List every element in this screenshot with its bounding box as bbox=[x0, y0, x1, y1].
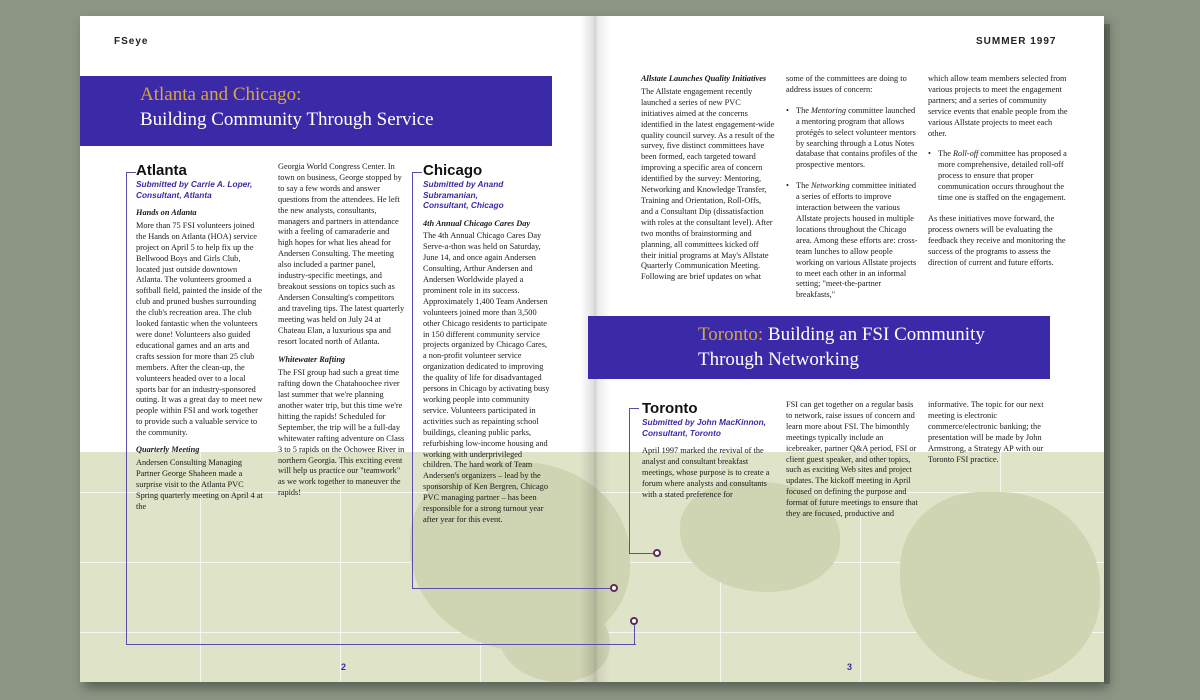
banner-line-1: Atlanta and Chicago: bbox=[140, 84, 302, 105]
bullet-roll-off: • The Roll-off committee has proposed a more comprehensive, detailed roll-off process to ensure that proper communication occurs throughout the time one is staffed on the engagement. bbox=[928, 149, 1068, 204]
allstate-column-3 bbox=[928, 74, 1068, 271]
chicago-byline-role: Consultant, Chicago bbox=[423, 200, 504, 210]
atlanta-column-2 bbox=[278, 162, 406, 501]
toronto-column-3 bbox=[928, 400, 1062, 467]
atlanta-column-1 bbox=[136, 162, 264, 514]
map-marker-atlanta bbox=[630, 617, 638, 625]
toronto-column-1 bbox=[642, 400, 774, 503]
atlanta-heading: Atlanta bbox=[136, 162, 187, 179]
running-header-right: SUMMER 1997 bbox=[976, 36, 1057, 47]
allstate-column-2 bbox=[786, 74, 918, 303]
toronto-byline-role: Consultant, Toronto bbox=[642, 427, 721, 438]
page-number-left: 2 bbox=[341, 662, 347, 672]
chicago-column bbox=[423, 162, 551, 528]
toronto-byline: Submitted by John MacKinnon, bbox=[642, 417, 766, 427]
subhead-quarterly-meeting: Quarterly Meeting bbox=[136, 445, 200, 455]
page-shadow bbox=[1104, 24, 1110, 684]
page-number-right: 3 bbox=[847, 662, 853, 672]
subhead-chicago-cares-day: 4th Annual Chicago Cares Day bbox=[423, 218, 531, 228]
allstate-column-1 bbox=[641, 74, 775, 285]
banner-atlanta-chicago bbox=[80, 76, 552, 146]
atlanta-paragraph-1: More than 75 FSI volunteers joined the Hands on Atlanta (HOA) service project on April 5 to help fix up the Bellwood Boys and Girls Club, located just outside downtown Atlanta. The volunteers groomed a softball field, painted the inside of the club and pruned bushes surrounding the club's recreation area. The club looked fantastic when the volunteers were done! Volunteers also guided educational games and an arts and crafts session for more than 25 club members. After the clean-up, the volunteers headed over to a local sports bar for an industry-sponsored outing. It was a great day to meet new people within FSI and work together to provide such a valuable service to the community. bbox=[136, 220, 263, 438]
atlanta-paragraph-4: The FSI group had such a great time rafting down the Chatahoochee river last summer that we're planning another water trip, but this time we're hitting the rapids! Scheduled for September, the trip will be a full-day whitewater rafting adventure on Class 3 to 5 rapids on the Ochowee River in northern Georgia. This exciting event will help us practice our "teamwork" as we work together to maneuver the rapids! bbox=[278, 368, 405, 498]
bullet-networking: • The Networking committee initiated a series of efforts to improve interaction between the various Allstate projects housed in multiple locations throughout the Chicago area. Among these efforts are: cross-team lunches to allow people working on various Allstate projects to meet each other in an informal setting; "meet-the-partner breakfasts," bbox=[786, 181, 918, 301]
running-header-left: FSeye bbox=[114, 36, 149, 47]
chicago-paragraph-1: The 4th Annual Chicago Cares Day Serve-a-thon was held on Saturday, June 14, and once again Andersen Consulting, Arthur Andersen and Andersen Worldwide played a prominent role in its success. Approximately 1,400 Team Andersen volunteers joined more than 3,500 other Chicago residents to participate in 150 different community service projects organized by Chicago Cares, a non-profit volunteer service organization dedicated to improving the quality of life for disadvantaged persons in Chicago by activating busy working people into community service. Volunteers participated in activities such as repainting school buildings, cleaning public parks, refurbishing low-income housing and working with underprivileged children. The hard work of Team Andersen's organizers – lead by the sponsorship of Ken Bergren, Chicago PVC managing partner – has been responsible for a strong turnout year after year for this event. bbox=[423, 231, 550, 524]
map-marker-chicago bbox=[610, 584, 618, 592]
toronto-paragraph-2: FSI can get together on a regular basis to network, raise issues of concern and learn more about FSI. The bimonthly meetings typically include an icebreaker, partner Q&A period, FSI or client guest speaker, and other topics, such as exciting Web sites and project updates. The kickoff meeting in April focused on defining the purpose and format of future meetings to ensure that they are focused, productive and bbox=[786, 400, 918, 519]
bullet-mentoring: • The Mentoring committee launched a mentoring program that allows protégés to select volunteer mentors by searching through a Lotus Notes database that contains profiles of the prospective mentors. bbox=[786, 106, 918, 171]
banner-toronto-line-2: Through Networking bbox=[698, 349, 859, 370]
atlanta-byline: Submitted by Carrie A. Loper, bbox=[136, 179, 253, 189]
banner-toronto-line-1: Building an FSI Community bbox=[763, 324, 985, 345]
banner-toronto bbox=[588, 316, 1050, 379]
magazine-spread bbox=[80, 16, 1104, 682]
atlanta-byline-role: Consultant, Atlanta bbox=[136, 189, 212, 200]
chicago-heading: Chicago bbox=[423, 162, 483, 179]
map-marker-toronto bbox=[653, 549, 661, 557]
atlanta-paragraph-3: Georgia World Congress Center. In town on business, George stopped by to say a few words and answer questions from the attendees. He left the new analysts, consultants, managers and partners in attendance with a feeling of camaraderie and high hopes for what lies ahead for Andersen Consulting. The meeting also included a partner panel, industry-specific meetings, and breakout sessions on topics such as Andersen Consulting's competitors and traveling tips. The latest quarterly meeting was held on July 24 at Chateau Elan, a luxurious spa and resort located north of Atlanta. bbox=[278, 162, 405, 346]
banner-line-2: Building Community Through Service bbox=[140, 109, 434, 130]
subhead-whitewater-rafting: Whitewater Rafting bbox=[278, 355, 346, 365]
allstate-paragraph-2: some of the committees are doing to address issues of concern: bbox=[786, 74, 907, 94]
chicago-byline: Submitted by Anand Subramanian, bbox=[423, 179, 504, 200]
allstate-paragraph-1: The Allstate engagement recently launched a series of new PVC initiatives aimed at the concerns identified in the latest engagement-wide quality council survey. As a result of the survey, five distinct committees have been formed, each targeted toward improving a specific area of concern identified by the survey: Mentoring, Networking and Knowledge Transfer, Training and Orientation, Roll-Offs, and a Consultant Dip (dissatisfaction with roles at the consultant level). After two months of brainstorming and planning, all committees kicked off their initial programs at May's Allstate Quarterly Communication Meeting. Following are brief updates on what bbox=[641, 86, 775, 282]
toronto-paragraph-3: informative. The topic for our next meeting is electronic commerce/electronic banking; the presentation will be made by John Armstrong, a Strategy AP with our Toronto FSI practice. bbox=[928, 400, 1044, 464]
allstate-paragraph-3: which allow team members selected from various projects to meet the engagement partners; and a series of community service events that enable people from the various Allstate projects to meet each other. bbox=[928, 74, 1068, 138]
subhead-hands-on-atlanta: Hands on Atlanta bbox=[136, 208, 197, 217]
atlanta-paragraph-2: Andersen Consulting Managing Partner George Shaheen made a surprise visit to the Atlanta PVC Spring quarterly meeting on April 4 at the bbox=[136, 457, 263, 511]
allstate-paragraph-4: As these initiatives move forward, the process owners will be evaluating the feedback they receive and monitoring the success of the programs to assess the direction of current and future efforts. bbox=[928, 213, 1066, 267]
toronto-paragraph-1: April 1997 marked the revival of the analyst and consultant breakfast meetings, whose purpose is to create a forum where analysts and consultants with a stated preference for bbox=[642, 446, 770, 499]
subhead-allstate: Allstate Launches Quality Initiatives bbox=[641, 74, 767, 83]
toronto-column-2 bbox=[786, 400, 920, 522]
banner-toronto-city: Toronto: bbox=[698, 324, 764, 345]
toronto-heading: Toronto bbox=[642, 400, 698, 417]
